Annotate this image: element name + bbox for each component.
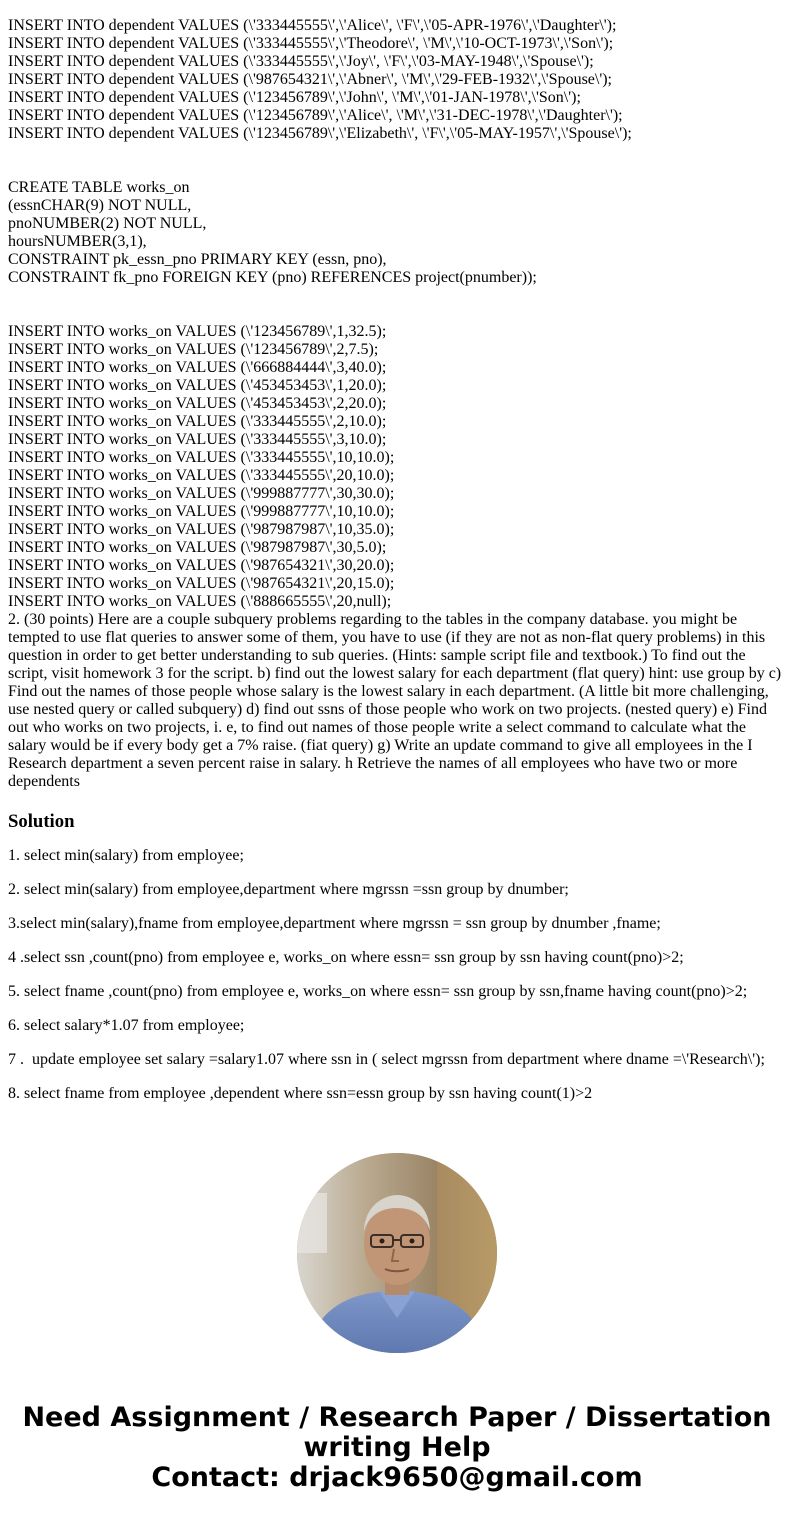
author-avatar	[297, 1153, 497, 1353]
solution-line: 6. select salary*1.07 from employee;	[8, 1017, 245, 1034]
solution-line: 1. select min(salary) from employee;	[8, 847, 244, 864]
promo-contact: Contact: drjack9650@gmail.com	[151, 1462, 643, 1493]
code-line: INSERT INTO dependent VALUES (\'333445555\',\'Alice\', \'F\',\'05-APR-1976\',\'Daughter\');	[8, 17, 617, 34]
code-line: CREATE TABLE works_on	[8, 179, 190, 196]
code-line: INSERT INTO dependent VALUES (\'987654321\',\'Abner\', \'M\',\'29-FEB-1932\',\'Spouse\');	[8, 71, 612, 88]
code-line: INSERT INTO works_on VALUES (\'123456789\',2,7.5);	[8, 341, 379, 358]
code-line: pnoNUMBER(2) NOT NULL,	[8, 215, 207, 232]
code-line: INSERT INTO dependent VALUES (\'123456789\',\'Elizabeth\', \'F\',\'05-MAY-1957\',\'Spouse\');	[8, 125, 632, 142]
promo-line: Need Assignment / Research Paper / Dissertation	[22, 1402, 772, 1433]
dependent-inserts	[8, 17, 784, 143]
code-line: INSERT INTO dependent VALUES (\'123456789\',\'Alice\', \'M\',\'31-DEC-1978\',\'Daughter\');	[8, 107, 623, 124]
code-line: (essnCHAR(9) NOT NULL,	[8, 197, 192, 214]
document-body	[8, 17, 784, 1103]
works-on-inserts	[8, 323, 784, 611]
code-line: INSERT INTO works_on VALUES (\'333445555\',20,10.0);	[8, 467, 395, 484]
solution-line: 2. select min(salary) from employee,department where mgrssn =ssn group by dnumber;	[8, 881, 569, 898]
code-line: INSERT INTO works_on VALUES (\'123456789\',1,32.5);	[8, 323, 387, 340]
code-line: INSERT INTO works_on VALUES (\'666884444\',3,40.0);	[8, 359, 387, 376]
code-line: INSERT INTO works_on VALUES (\'333445555\',2,10.0);	[8, 413, 387, 430]
code-line: INSERT INTO works_on VALUES (\'999887777\',10,10.0);	[8, 503, 395, 520]
code-line: INSERT INTO works_on VALUES (\'987987987\',30,5.0);	[8, 539, 387, 556]
code-line: INSERT INTO works_on VALUES (\'453453453\',2,20.0);	[8, 395, 387, 412]
code-line: INSERT INTO dependent VALUES (\'123456789\',\'John\', \'M\',\'01-JAN-1978\',\'Son\');	[8, 89, 581, 106]
code-line: INSERT INTO works_on VALUES (\'333445555\',3,10.0);	[8, 431, 387, 448]
create-table-statement	[8, 179, 784, 287]
code-line: INSERT INTO works_on VALUES (\'987654321\',30,20.0);	[8, 557, 395, 574]
code-line: INSERT INTO works_on VALUES (\'999887777\',30,30.0);	[8, 485, 395, 502]
code-line: INSERT INTO works_on VALUES (\'453453453\',1,20.0);	[8, 377, 387, 394]
code-line: INSERT INTO dependent VALUES (\'333445555\',\'Joy\', \'F\',\'03-MAY-1948\',\'Spouse\');	[8, 53, 594, 70]
solution-line: 7 . update employee set salary =salary1.07 where ssn in ( select mgrssn from department where dname =\'Research\');	[8, 1051, 765, 1068]
code-line: INSERT INTO works_on VALUES (\'987987987\',10,35.0);	[8, 521, 395, 538]
author-portrait-icon	[297, 1153, 497, 1353]
solution-list	[8, 847, 784, 1103]
solution-line: 4 .select ssn ,count(pno) from employee e, works_on where essn= ssn group by ssn having count(pno)>2;	[8, 949, 684, 966]
code-line: CONSTRAINT pk_essn_pno PRIMARY KEY (essn, pno),	[8, 251, 387, 268]
solution-line: 3.select min(salary),fname from employee,department where mgrssn = ssn group by dnumber ,fname;	[8, 915, 661, 932]
question-text: 2. (30 points) Here are a couple subquery problems regarding to the tables in the company database. you might be tempted to use flat queries to answer some of them, you have to use (if they are not as non-flat query problems) in this question in order to get better understanding to sub queries. (Hints: sample script file and textbook.) To find out the script, visit homework 3 for the script. b) find out the lowest salary for each department (flat query) hint: use group by c) Find out the names of those people whose salary is the lowest salary in each department. (A little bit more challenging, use nested query or called subquery) d) find out ssns of those people who work on two projects. (nested query) e) Find out who works on two projects, i. e, to find out names of those people write a select command to calculate what the salary would be if every body get a 7% raise. (fiat query) g) Write an update command to give all employees in the I Research department a seven percent raise in salary. h Retrieve the names of all employees who have two or more dependents	[8, 611, 782, 790]
code-line: INSERT INTO works_on VALUES (\'888665555\',20,null);	[8, 593, 392, 610]
spacer	[8, 287, 784, 323]
promo-line: writing Help	[303, 1432, 491, 1463]
promo-banner	[0, 1403, 794, 1493]
solution-line: 8. select fname from employee ,dependent where ssn=essn group by ssn having count(1)>2	[8, 1085, 593, 1102]
spacer	[8, 143, 784, 179]
code-line: CONSTRAINT fk_pno FOREIGN KEY (pno) REFERENCES project(pnumber));	[8, 269, 537, 286]
code-line: INSERT INTO dependent VALUES (\'333445555\',\'Theodore\', \'M\',\'10-OCT-1973\',\'Son\');	[8, 35, 614, 52]
code-line: hoursNUMBER(3,1),	[8, 233, 147, 250]
solution-heading: Solution	[8, 811, 75, 832]
code-line: INSERT INTO works_on VALUES (\'333445555\',10,10.0);	[8, 449, 395, 466]
solution-line: 5. select fname ,count(pno) from employee e, works_on where essn= ssn group by ssn,fname having count(pno)>2;	[8, 983, 748, 1000]
code-line: INSERT INTO works_on VALUES (\'987654321\',20,15.0);	[8, 575, 395, 592]
